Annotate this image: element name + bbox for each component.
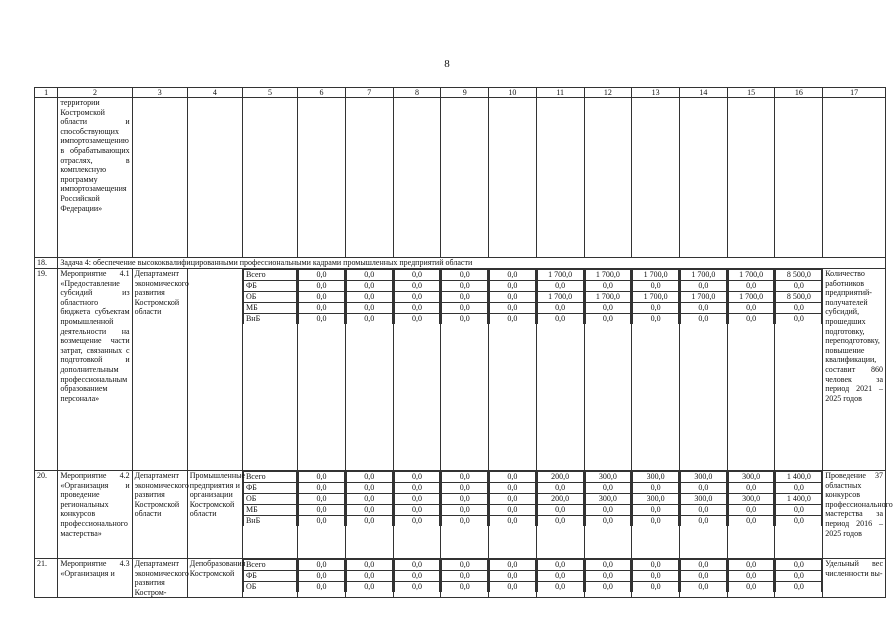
value-cell: 0,0 [681,314,727,325]
value-cell: 1 700,0 [728,292,774,303]
program-table [34,87,893,598]
column-number-cell: 1 [35,88,58,98]
table-row [35,559,886,598]
cell-participant: Депобразования Костромской [187,559,242,598]
cell-row-number: 20. [35,471,58,559]
cell-year-values [345,269,393,471]
value-cell: 300,0 [728,472,774,483]
column-number-cell: 8 [393,88,441,98]
value-cell: 0,0 [633,582,679,593]
cell-year-values [775,471,823,559]
value-cell: 300,0 [585,494,631,505]
cell-result: Количество работников предприятий-получателей субсидий, прошедших подготовку, переподготовку, повышение квалификации, составит 860 человек за период 2021 – 2025 годов [823,269,886,471]
value-cell: 0,0 [346,516,392,527]
value-cell: 0,0 [442,560,488,571]
value-cell: 0,0 [346,270,392,281]
cell-measure: Мероприятие 4.1 «Предоставление субсидий из областного бюджета субъектам промышленной деятельности на возмещение части затрат, связанных с подготовкой и дополнительным профессиональным образованием персонала» [58,269,132,471]
value-cell: 0,0 [442,494,488,505]
cell-year-values [489,559,537,598]
value-cell: 0,0 [490,472,536,483]
value-cell: 0,0 [681,571,727,582]
funding-source-label: МБ [243,505,296,516]
value-cell: 0,0 [633,281,679,292]
value-cell: 0,0 [299,560,345,571]
cell-year-values [727,471,775,559]
value-cell: 0,0 [346,292,392,303]
value-cell: 0,0 [299,303,345,314]
cell-year-values [489,269,537,471]
cell-measure: Мероприятие 4.2 «Организация и проведение региональных конкурсов профессионального мастерства» [58,471,132,559]
funding-source-label: ОБ [243,494,296,505]
cell-year-values [632,269,680,471]
value-cell: 0,0 [299,505,345,516]
value-cell: 0,0 [442,483,488,494]
cell-year-values [632,559,680,598]
value-cell: 0,0 [633,483,679,494]
cell-result: Проведение 37 областных конкурсов профессионального мастерства за период 2016 – 2025 годов [823,471,886,559]
cell-year-values [584,269,632,471]
value-cell: 0,0 [681,505,727,516]
cell-year-values [536,269,584,471]
value-cell: 0,0 [728,571,774,582]
value-cell: 0,0 [585,505,631,516]
column-number-cell: 2 [58,88,132,98]
value-cell: 0,0 [346,571,392,582]
value-cell: 0,0 [776,571,822,582]
value-cell: 0,0 [394,582,440,593]
funding-source-label: МБ [243,303,296,314]
cell-task-title: Задача 4: обеспечение высококвалифицированными профессиональными кадрами промышленных предприятий области [58,258,886,269]
column-number-cell: 17 [823,88,886,98]
value-cell: 0,0 [490,516,536,527]
cell-year-values [680,559,728,598]
cell-executor: Департамент экономического развития Костромской области [132,471,187,559]
cell-executor: Департамент экономического развития Костром- [132,559,187,598]
funding-source-label: ФБ [243,281,296,292]
cell-executor: Департамент экономического развития Костромской области [132,269,187,471]
cell-row-number: 19. [35,269,58,471]
funding-source-label: ОБ [243,292,296,303]
value-cell: 1 700,0 [585,292,631,303]
value-cell: 0,0 [346,483,392,494]
value-cell: 0,0 [346,281,392,292]
value-cell: 0,0 [728,483,774,494]
value-cell: 0,0 [442,472,488,483]
value-cell: 0,0 [442,571,488,582]
value-cell: 1 700,0 [633,292,679,303]
cell-year-values [775,559,823,598]
value-cell: 0,0 [585,483,631,494]
value-cell: 0,0 [537,582,583,593]
value-cell: 0,0 [346,494,392,505]
funding-source-label: ВнБ [243,516,296,527]
cell-year-values [680,269,728,471]
value-cell: 0,0 [776,582,822,593]
value-cell: 0,0 [776,483,822,494]
value-cell: 0,0 [490,494,536,505]
value-cell: 0,0 [490,270,536,281]
column-number-cell: 15 [727,88,775,98]
value-cell: 8 500,0 [776,292,822,303]
value-cell: 0,0 [442,281,488,292]
column-number-cell: 16 [775,88,823,98]
column-number-cell: 3 [132,88,187,98]
cell-year-values [393,269,441,471]
value-cell: 1 700,0 [728,270,774,281]
value-cell: 0,0 [394,505,440,516]
value-cell: 0,0 [681,483,727,494]
value-cell: 0,0 [537,314,583,325]
value-cell: 0,0 [585,582,631,593]
cell-result: Удельный вес численности вы- [823,559,886,598]
cell-funding-sources [242,269,297,471]
column-number-cell: 11 [536,88,584,98]
funding-source-label: ВнБ [243,314,296,325]
cell-year-values [489,471,537,559]
value-cell: 0,0 [537,483,583,494]
cell-year-values [584,471,632,559]
value-cell: 1 700,0 [633,270,679,281]
value-cell: 0,0 [346,560,392,571]
column-number-cell: 4 [187,88,242,98]
value-cell: 300,0 [585,472,631,483]
value-cell: 0,0 [537,571,583,582]
table-row [35,269,886,471]
value-cell: 1 400,0 [776,494,822,505]
cell-year-values [441,471,489,559]
value-cell: 300,0 [681,494,727,505]
value-cell: 0,0 [442,516,488,527]
value-cell: 0,0 [776,281,822,292]
value-cell: 0,0 [299,270,345,281]
value-cell: 0,0 [490,560,536,571]
value-cell: 0,0 [442,303,488,314]
value-cell: 0,0 [776,505,822,516]
cell-measure-continued: территории Костромской области и способствующих импортозамещению в обрабатывающих отраслях, в комплексную программу импортозамещения Российской Федерации» [58,98,132,258]
value-cell: 0,0 [633,560,679,571]
value-cell: 0,0 [537,516,583,527]
value-cell: 0,0 [728,582,774,593]
value-cell: 0,0 [585,571,631,582]
value-cell: 1 700,0 [537,270,583,281]
value-cell: 0,0 [633,303,679,314]
cell-year-values [727,559,775,598]
column-number-cell: 6 [298,88,346,98]
value-cell: 0,0 [490,292,536,303]
value-cell: 0,0 [299,494,345,505]
cell-year-values [393,471,441,559]
page-number: 8 [444,58,450,70]
value-cell: 0,0 [633,571,679,582]
value-cell: 0,0 [633,505,679,516]
cell-year-values [680,471,728,559]
value-cell: 300,0 [681,472,727,483]
cell-year-values [536,559,584,598]
column-number-cell: 14 [680,88,728,98]
value-cell: 0,0 [490,582,536,593]
column-number-cell: 12 [584,88,632,98]
value-cell: 0,0 [490,505,536,516]
cell-year-values [345,471,393,559]
value-cell: 0,0 [394,560,440,571]
value-cell: 200,0 [537,472,583,483]
value-cell: 0,0 [585,560,631,571]
value-cell: 300,0 [633,494,679,505]
value-cell: 0,0 [728,303,774,314]
value-cell: 0,0 [394,281,440,292]
value-cell: 1 700,0 [681,292,727,303]
value-cell: 0,0 [442,314,488,325]
value-cell: 0,0 [585,303,631,314]
cell-year-values [393,559,441,598]
cell-participant: Промышленные предприятия и организации Костромской области [187,471,242,559]
cell-funding-sources [242,471,297,559]
value-cell: 0,0 [728,281,774,292]
value-cell: 0,0 [681,281,727,292]
cell-year-values [298,559,346,598]
value-cell: 0,0 [394,314,440,325]
value-cell: 0,0 [442,505,488,516]
table-row-task [35,258,886,269]
cell-year-values [727,269,775,471]
value-cell: 0,0 [490,571,536,582]
value-cell: 1 700,0 [585,270,631,281]
value-cell: 0,0 [299,472,345,483]
value-cell: 0,0 [776,516,822,527]
column-number-cell: 5 [242,88,297,98]
value-cell: 0,0 [346,582,392,593]
value-cell: 0,0 [728,560,774,571]
value-cell: 0,0 [299,292,345,303]
cell-row-number: 21. [35,559,58,598]
value-cell: 0,0 [394,303,440,314]
cell-year-values [345,559,393,598]
value-cell: 300,0 [633,472,679,483]
value-cell: 0,0 [490,281,536,292]
value-cell: 0,0 [442,270,488,281]
funding-source-label: ФБ [243,571,296,582]
value-cell: 8 500,0 [776,270,822,281]
cell-year-values [298,269,346,471]
value-cell: 0,0 [394,270,440,281]
table-row [35,471,886,559]
value-cell: 0,0 [394,472,440,483]
value-cell: 0,0 [346,314,392,325]
value-cell: 200,0 [537,494,583,505]
value-cell: 0,0 [585,516,631,527]
value-cell: 0,0 [442,292,488,303]
value-cell: 0,0 [681,303,727,314]
value-cell: 0,0 [299,281,345,292]
value-cell: 0,0 [490,314,536,325]
value-cell: 0,0 [681,582,727,593]
value-cell: 0,0 [728,516,774,527]
cell-year-values [298,471,346,559]
value-cell: 0,0 [633,516,679,527]
value-cell: 0,0 [346,505,392,516]
value-cell: 0,0 [490,303,536,314]
value-cell: 0,0 [442,582,488,593]
value-cell: 0,0 [299,516,345,527]
funding-source-label: ФБ [243,483,296,494]
value-cell: 0,0 [490,483,536,494]
value-cell: 0,0 [728,505,774,516]
cell-measure: Мероприятие 4.3 «Организация и [58,559,132,598]
cell-year-values [441,559,489,598]
funding-source-label: Всего [243,560,296,571]
column-number-cell: 7 [345,88,393,98]
value-cell: 0,0 [633,314,679,325]
cell-participant [187,269,242,471]
value-cell: 0,0 [681,560,727,571]
funding-source-label: ОБ [243,582,296,593]
column-number-cell: 10 [489,88,537,98]
cell-row-number: 18. [35,258,58,269]
value-cell: 1 700,0 [537,292,583,303]
value-cell: 0,0 [681,516,727,527]
value-cell: 0,0 [394,516,440,527]
value-cell: 300,0 [728,494,774,505]
cell-funding-sources [242,559,297,598]
value-cell: 0,0 [299,571,345,582]
column-number-row [35,88,886,98]
value-cell: 0,0 [776,303,822,314]
value-cell: 0,0 [346,472,392,483]
value-cell: 1 700,0 [681,270,727,281]
funding-source-label: Всего [243,472,296,483]
value-cell: 0,0 [394,292,440,303]
value-cell: 1 400,0 [776,472,822,483]
value-cell: 0,0 [394,494,440,505]
value-cell: 0,0 [728,314,774,325]
column-number-cell: 13 [632,88,680,98]
value-cell: 0,0 [537,560,583,571]
funding-source-label: Всего [243,270,296,281]
value-cell: 0,0 [346,303,392,314]
value-cell: 0,0 [299,314,345,325]
value-cell: 0,0 [394,571,440,582]
value-cell: 0,0 [537,505,583,516]
value-cell: 0,0 [299,483,345,494]
cell-year-values [775,269,823,471]
table-row [35,98,886,258]
value-cell: 0,0 [394,483,440,494]
cell-year-values [584,559,632,598]
value-cell: 0,0 [585,281,631,292]
cell-year-values [632,471,680,559]
column-number-cell: 9 [441,88,489,98]
value-cell: 0,0 [776,560,822,571]
value-cell: 0,0 [537,281,583,292]
value-cell: 0,0 [299,582,345,593]
value-cell: 0,0 [537,303,583,314]
cell-year-values [536,471,584,559]
value-cell: 0,0 [585,314,631,325]
cell-year-values [441,269,489,471]
value-cell: 0,0 [776,314,822,325]
